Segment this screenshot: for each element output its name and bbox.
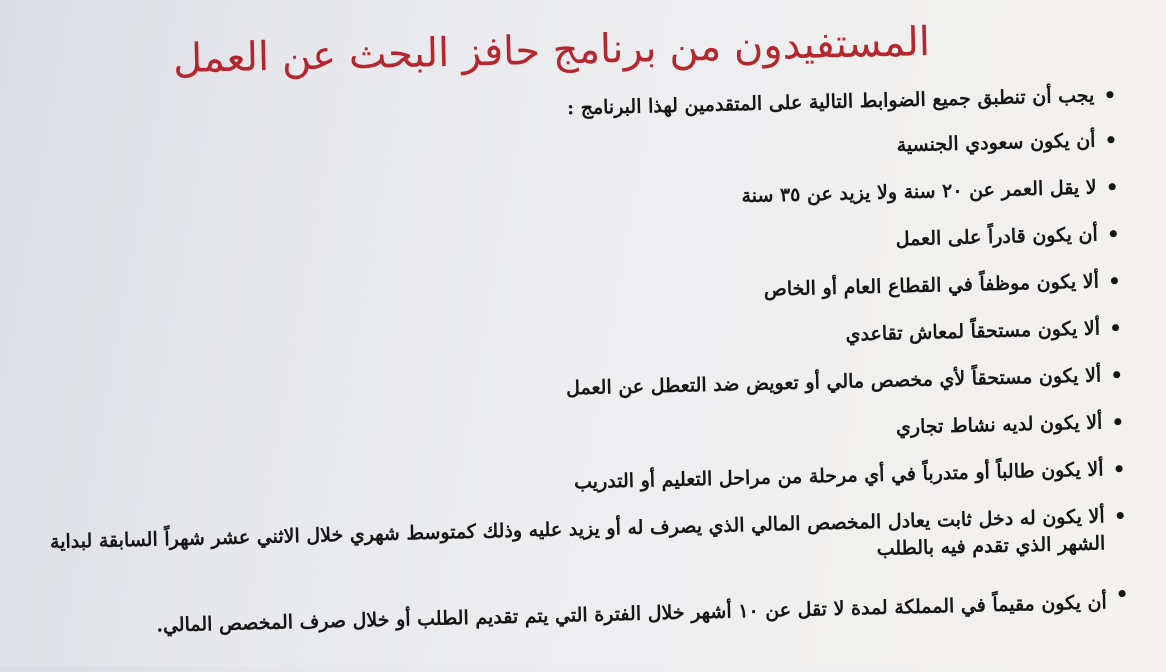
list-item	[11, 127, 1117, 181]
bullet: •	[1107, 268, 1122, 294]
list-item-text: ألا يكون طالباً أو متدرباً في أي مرحلة من مراحل التعليم أو التدريب	[573, 458, 1104, 494]
bullet: •	[1104, 127, 1118, 153]
list-item	[18, 409, 1124, 463]
bullet: •	[1103, 82, 1117, 108]
page-title: المستفيدون من برنامج حافز البحث عن العمل	[172, 19, 931, 83]
list-item	[22, 579, 1129, 652]
list-item-text: أن يكون مقيماً في المملكة لمدة لا تقل عن ١٠ أشهر خلال الفترة التي يتم تقديم الطلب أو خلال صرف المخصص المالي.	[156, 591, 1107, 637]
list-item	[13, 174, 1119, 228]
list-item-text: ألا يكون مستحقاً لأي مخصص مالي أو تعويض ضد التعطل عن العمل	[565, 364, 1102, 400]
list-item	[21, 503, 1128, 584]
list-item-text: ألا يكون موظفاً في القطاع العام أو الخاص	[763, 270, 1100, 301]
bullet: •	[1105, 174, 1119, 200]
bullet: •	[1106, 221, 1121, 247]
bullet: •	[1110, 362, 1124, 388]
bullet: •	[1108, 315, 1123, 341]
list-item	[15, 268, 1121, 322]
list-item-text: لا يقل العمر عن ٢٠ سنة ولا يزيد عن ٣٥ سنة	[741, 176, 1097, 208]
list-item-text: يجب أن تنطبق جميع الضوابط التالية على المتقدمين لهذا البرنامج :	[566, 84, 1095, 120]
list-item	[19, 456, 1125, 510]
list-item-text: أن يكون سعودي الجنسية	[896, 129, 1096, 157]
bullet: •	[1113, 503, 1127, 529]
list-item-text: ألا يكون مستحقاً لمعاش تقاعدي	[845, 317, 1101, 346]
list-item	[17, 362, 1123, 416]
bullet: •	[1115, 581, 1129, 607]
criteria-list	[10, 82, 1129, 672]
list-item	[10, 82, 1116, 136]
bullet: •	[1112, 456, 1126, 482]
list-item-text: ألا يكون له دخل ثابت يعادل المخصص المالي الذي يصرف له أو يزيد عليه وذلك كمتوسط شهري خلال الاثني عشر شهراً السابقة لبداية الشهر الذي تقدم فيه بالطلب	[49, 505, 1106, 560]
list-item	[16, 315, 1122, 369]
list-item	[14, 221, 1120, 275]
bullet: •	[1111, 409, 1125, 435]
list-item-text: أن يكون قادراً على العمل	[895, 223, 1098, 251]
list-item-text: ألا يكون لديه نشاط تجاري	[895, 411, 1103, 439]
